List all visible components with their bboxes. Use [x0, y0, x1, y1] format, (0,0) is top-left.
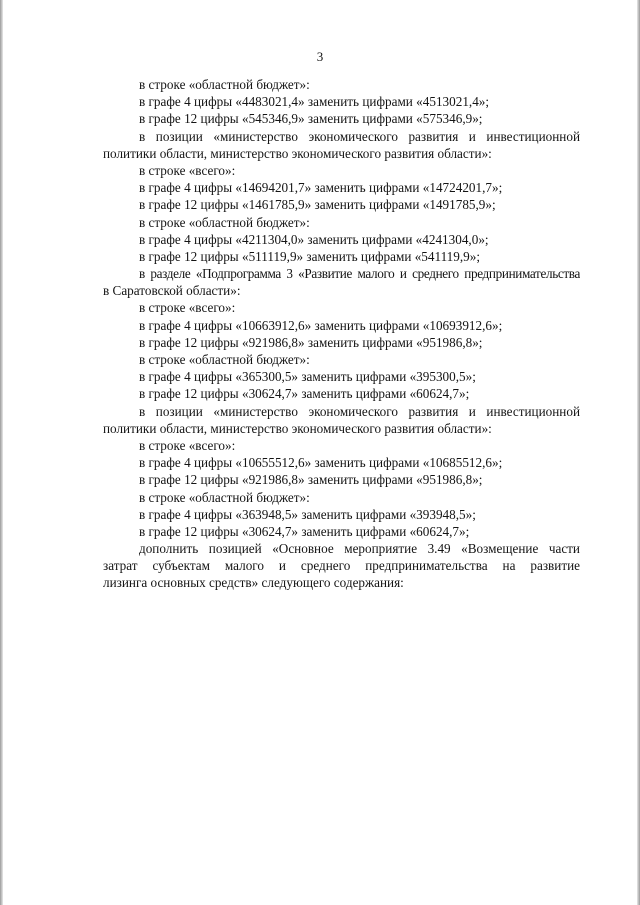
text-line: в графе 12 цифры «921986,8» заменить цифрами «951986,8»;	[139, 334, 483, 350]
text-line: в Саратовской области»:	[103, 283, 241, 299]
text-line: в разделе «Подпрограмма 3 «Развитие малого и среднего предпринимательства	[139, 266, 580, 282]
text-line: дополнить позицией «Основное мероприятие 3.49 «Возмещение части	[139, 541, 580, 557]
text-line: политики области, министерство экономического развития области»:	[103, 145, 492, 161]
text-line: в строке «всего»:	[139, 300, 236, 316]
text-line: в позиции «министерство экономического развития и инвестиционной	[139, 403, 580, 419]
text-line: лизинга основных средств» следующего содержания:	[103, 575, 404, 591]
text-line: политики области, министерство экономического развития области»:	[103, 420, 492, 436]
page-number: 3	[316, 49, 324, 64]
text-line: в графе 4 цифры «4211304,0» заменить цифрами «4241304,0»;	[139, 231, 489, 247]
text-line: затрат субъектам малого и среднего предпринимательства на развитие	[103, 558, 580, 574]
text-line: в графе 12 цифры «1461785,9» заменить цифрами «1491785,9»;	[139, 197, 496, 213]
document-body	[103, 76, 580, 592]
text-line: в графе 12 цифры «545346,9» заменить цифрами «575346,9»;	[139, 111, 483, 127]
text-line: в графе 12 цифры «511119,9» заменить цифрами «541119,9»;	[139, 248, 481, 264]
text-line: в графе 4 цифры «365300,5» заменить цифрами «395300,5»;	[139, 369, 476, 385]
text-line: в графе 12 цифры «921986,8» заменить цифрами «951986,8»;	[139, 472, 483, 488]
text-line: в графе 4 цифры «4483021,4» заменить цифрами «4513021,4»;	[139, 94, 490, 110]
text-line: в строке «областной бюджет»:	[139, 214, 310, 230]
text-line: в графе 4 цифры «10663912,6» заменить цифрами «10693912,6»;	[139, 317, 503, 333]
text-line: в графе 4 цифры «14694201,7» заменить цифрами «14724201,7»;	[139, 180, 503, 196]
scan-edge-left	[0, 0, 3, 905]
text-line: в строке «всего»:	[139, 437, 236, 453]
text-line: в строке «областной бюджет»:	[139, 352, 310, 367]
text-line: в графе 4 цифры «10655512,6» заменить цифрами «10685512,6»;	[139, 455, 503, 471]
text-line: в графе 12 цифры «30624,7» заменить цифрами «60624,7»;	[139, 523, 470, 539]
text-line: в графе 12 цифры «30624,7» заменить цифрами «60624,7»;	[139, 386, 470, 402]
text-line: в графе 4 цифры «363948,5» заменить цифрами «393948,5»;	[139, 506, 476, 522]
text-line: в строке «областной бюджет»:	[139, 489, 310, 505]
text-line: в строке «областной бюджет»:	[139, 77, 310, 92]
text-line: в строке «всего»:	[139, 162, 236, 178]
text-line: в позиции «министерство экономического развития и инвестиционной	[139, 128, 580, 144]
